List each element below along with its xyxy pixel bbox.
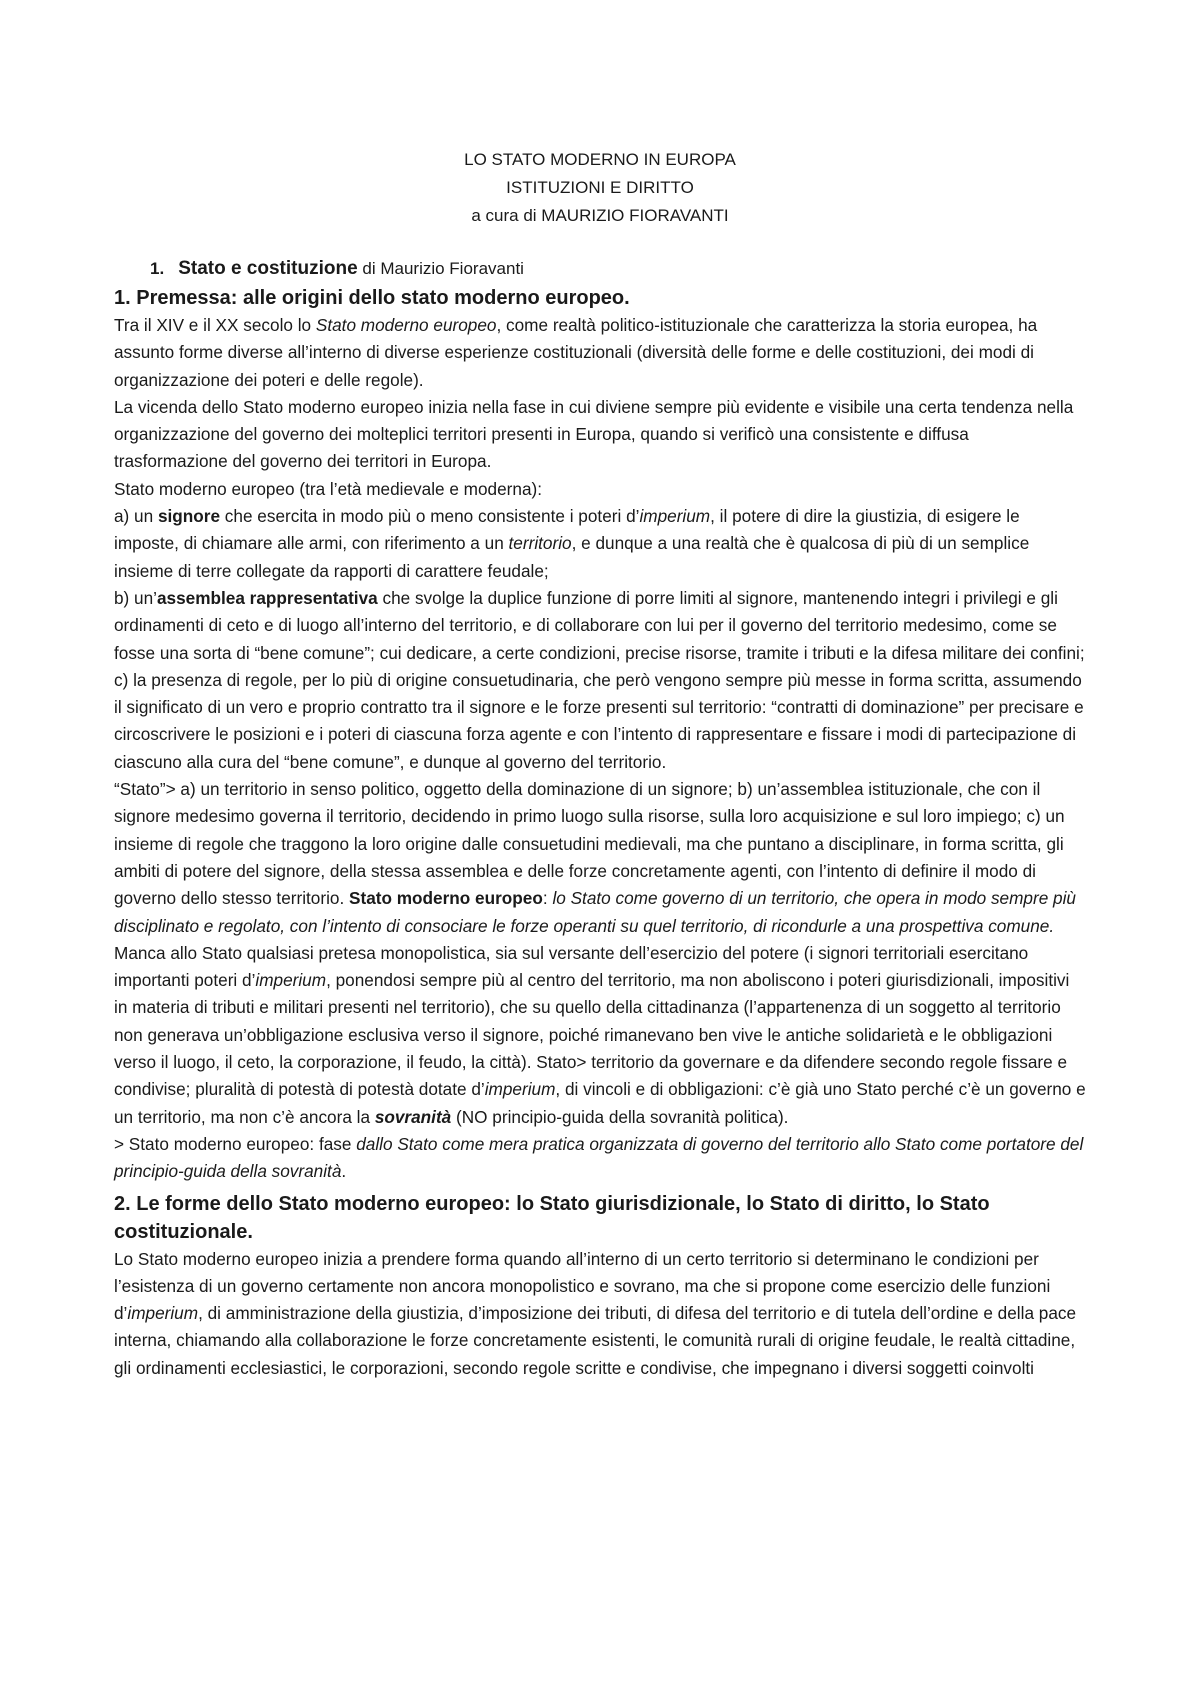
text-run: Tra il XIV e il XX secolo lo bbox=[114, 315, 316, 335]
text-run: , e dunque a una realtà che è qualcosa di più di un semplice insieme di terre collegate da rapporti di carattere feudale; bbox=[114, 533, 1030, 581]
chapter-number: 1. bbox=[150, 259, 165, 278]
document-subtitle: ISTITUZIONI E DIRITTO bbox=[506, 178, 694, 197]
document-body bbox=[114, 284, 1086, 1382]
paragraph bbox=[114, 312, 1086, 394]
text-run-italic: imperium bbox=[484, 1079, 556, 1100]
text-run-bold: assemblea rappresentativa bbox=[157, 587, 378, 608]
list-item-a bbox=[114, 503, 1086, 585]
paragraph bbox=[114, 1246, 1086, 1382]
list-item-b bbox=[114, 585, 1086, 667]
text-run-bold: signore bbox=[157, 506, 221, 527]
chapter-title: Stato e costituzione bbox=[178, 258, 358, 279]
paragraph: Stato moderno europeo (tra l’età medievale e moderna): bbox=[114, 478, 543, 499]
text-run: : bbox=[542, 888, 553, 909]
text-run: b) un’ bbox=[114, 587, 157, 608]
text-run-italic: imperium bbox=[639, 506, 711, 527]
text-run: “Stato”> a) un territorio in senso politico, oggetto della dominazione di un signore; b) un’assemblea istituzionale, che con il signore medesimo governa il territorio, decidendo in primo luogo sulla risorse, sulla loro acquisizione e sul loro impiego; c) un insieme di regole che traggono la loro origine dalle consuetudini medievali, ma che puntano a disciplinare, in forma scritta, gli ambiti di potere del signore, della stessa assemblea e delle forze concretamente agenti, con l’intento di definire il modo di governo dello stesso territorio. bbox=[114, 779, 1065, 909]
text-run: Lo Stato moderno europeo inizia a prendere forma quando all’interno di un certo territorio si determinano le condizioni per l’esistenza di un governo certamente non ancora monopolistico e sovrano, ma che si propone come esercizio delle funzioni d’ bbox=[114, 1248, 1051, 1324]
text-run: > Stato moderno europeo: fase bbox=[114, 1133, 357, 1154]
document-editor: a cura di MAURIZIO FIORAVANTI bbox=[471, 206, 729, 225]
text-run: . bbox=[341, 1161, 347, 1182]
text-run-italic: Stato moderno europeo bbox=[315, 315, 497, 335]
text-run-italic: territorio bbox=[508, 533, 572, 554]
text-run-bold-italic: sovranità bbox=[374, 1106, 452, 1127]
text-run: (NO principio-guida della sovranità politica). bbox=[451, 1106, 789, 1127]
text-run: , il potere di dire la giustizia, di esigere le imposte, di chiamare alle armi, con riferimento a un bbox=[114, 506, 1020, 554]
text-run: , di vincoli e di obbligazioni: c’è già uno Stato perché c’è un governo e un territorio, ma non c’è ancora la bbox=[114, 1079, 1086, 1127]
document-header bbox=[0, 146, 1200, 230]
text-run: Manca allo Stato qualsiasi pretesa monopolistica, sia sul versante dell’esercizio del potere (i signori territoriali esercitano importanti poteri d’ bbox=[114, 942, 1029, 991]
chapter-author: di Maurizio Fioravanti bbox=[357, 259, 524, 278]
chapter-heading bbox=[150, 258, 524, 280]
text-run: , ponendosi sempre più al centro del territorio, ma non aboliscono i poteri giurisdizionali, impositivi in materia di tributi e militari presenti nel territorio), che su quello della cittadinanza (l’appartenenza di un soggetto al territorio non generava un’obbligazione esclusiva verso il signore, poiché rimanevano ben vive le antiche solidarietà e le obbligazioni verso il luogo, il ceto, la corporazione, il feudo, la città). Stato> territorio da governare e da difendere secondo regole fissare e condivise; pluralità di potestà di potestà dotate d’ bbox=[114, 970, 1070, 1100]
text-run-italic: lo Stato come governo di un territorio, che opera in modo sempre più disciplinato e regolato, con l’intento di consociare le forze operanti su quel territorio, di ricondurle a una prospettiva comune. bbox=[114, 888, 1076, 936]
text-run: che svolge la duplice funzione di porre limiti al signore, mantenendo integri i privilegi e gli ordinamenti di ceto e di luogo all’interno del territorio, e di collaborare con lui per il governo del territorio medesimo, come se fosse una sorta di “bene comune”; cui dedicare, a certe condizioni, precise risorse, tramite i tributi e la difesa militare dei confini; bbox=[114, 587, 1085, 663]
text-run-bold: Stato moderno europeo bbox=[349, 888, 543, 909]
list-item-c: c) la presenza di regole, per lo più di origine consuetudinaria, che però vengono sempre più messe in forma scritta, assumendo il significato di un vero e proprio contratto tra il signore e le forze presenti sul territorio: “contratti di dominazione” per precisare e circoscrivere le posizioni e i poteri di ciascuna forza agente e con l’intento di rappresentare e fissare i modi di partecipazione di ciascuno alla cura del “bene comune”, e dunque al governo del territorio. bbox=[114, 669, 1084, 772]
section-heading-2: 2. Le forme dello Stato moderno europeo: lo Stato giurisdizionale, lo Stato di diritto, lo Stato costituzionale. bbox=[114, 1192, 990, 1243]
document-title: LO STATO MODERNO IN EUROPA bbox=[464, 150, 736, 169]
text-run: che esercita in modo più o meno consistente i poteri d’ bbox=[220, 506, 640, 527]
paragraph bbox=[114, 1131, 1086, 1186]
section-heading-1: 1. Premessa: alle origini dello stato moderno europeo. bbox=[114, 287, 630, 309]
text-run-italic: imperium bbox=[255, 970, 327, 991]
text-run-italic: imperium bbox=[127, 1303, 199, 1324]
text-run: , di amministrazione della giustizia, d’imposizione dei tributi, di difesa del territorio e di tutela dell’ordine e della pace interna, chiamando alla collaborazione le forze concretamente esistenti, le comunità rurali di origine feudale, le realtà cittadine, gli ordinamenti ecclesiastici, le corporazioni, secondo regole scritte e condivise, che impegnano i diversi soggetti coinvolti bbox=[114, 1303, 1077, 1378]
paragraph bbox=[114, 940, 1086, 1131]
paragraph: La vicenda dello Stato moderno europeo inizia nella fase in cui diviene sempre più evidente e visibile una certa tendenza nella organizzazione del governo dei molteplici territori presenti in Europa, quando si verificò una consistente e diffusa trasformazione del governo dei territori in Europa. bbox=[114, 396, 1074, 472]
paragraph bbox=[114, 776, 1086, 940]
text-run-italic: dallo Stato come mera pratica organizzata di governo del territorio allo Stato come portatore del principio-guida della sovranità bbox=[114, 1133, 1084, 1182]
text-run: , come realtà politico-istituzionale che caratterizza la storia europea, ha assunto forme diverse all’interno di diverse esperienze costituzionali (diversità delle forme e delle costituzioni, dei modi di organizzazione dei poteri e delle regole). bbox=[114, 315, 1038, 390]
text-run: a) un bbox=[114, 506, 158, 527]
